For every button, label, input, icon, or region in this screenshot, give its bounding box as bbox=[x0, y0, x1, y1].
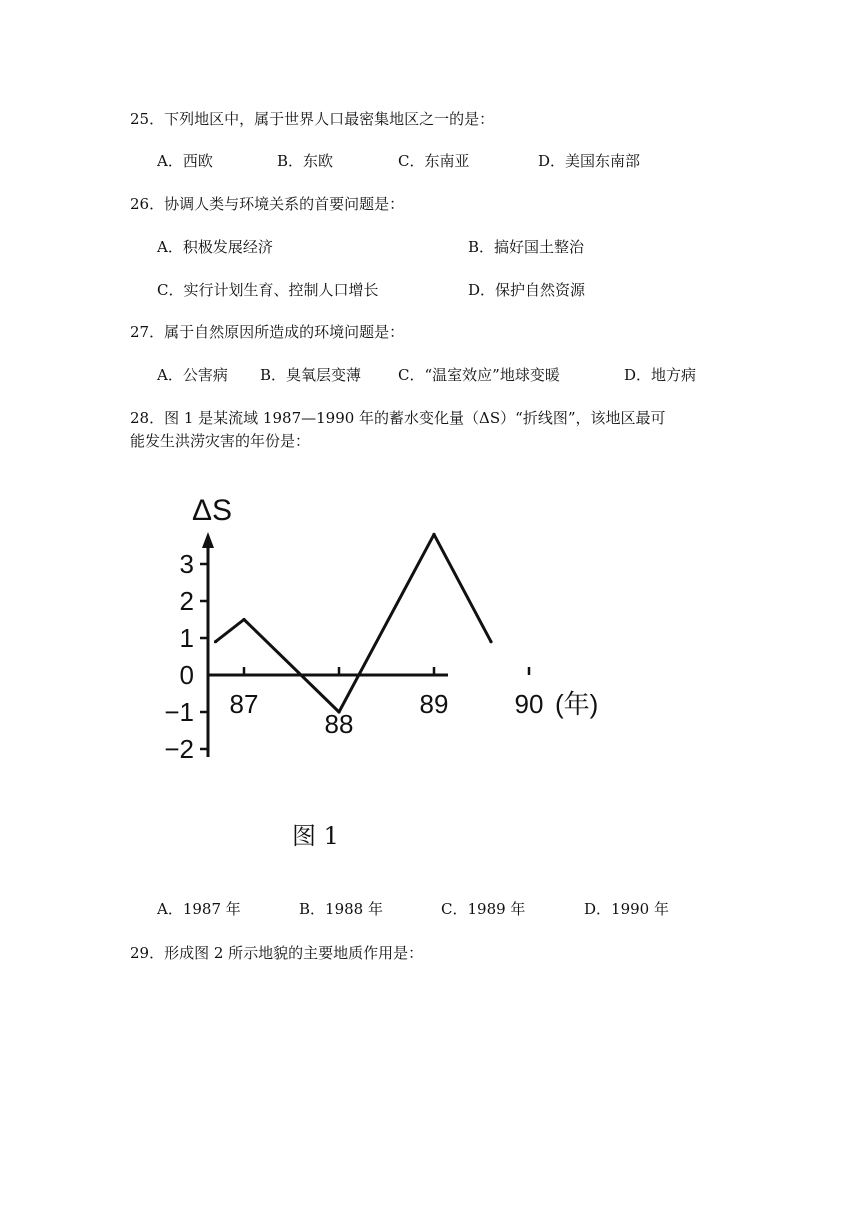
chart-marks bbox=[214, 533, 493, 714]
q25-option-d: D．美国东南部 bbox=[538, 152, 641, 170]
q27-option-b: B．臭氧层变薄 bbox=[260, 366, 362, 384]
q28-option-d: D．1990 年 bbox=[584, 900, 669, 918]
q25-option-b: B．东欧 bbox=[277, 152, 334, 170]
series-point bbox=[214, 640, 217, 643]
x-axis-label: (年) bbox=[555, 689, 599, 719]
q26-option-c: C．实行计划生育、控制人口增长 bbox=[157, 281, 379, 299]
q28-stem-line-2: 能发生洪涝灾害的年份是： bbox=[130, 432, 311, 450]
x-tick-label: 88 bbox=[324, 709, 354, 739]
figure1-line-chart bbox=[140, 490, 599, 790]
q25-stem: 25．下列地区中，属于世界人口最密集地区之一的是： bbox=[130, 110, 495, 128]
q28-option-c: C．1989 年 bbox=[441, 900, 526, 918]
series-point bbox=[489, 640, 492, 643]
y-tick-label: 1 bbox=[179, 623, 194, 653]
q28-option-b: B．1988 年 bbox=[299, 900, 383, 918]
q26-option-d: D．保护自然资源 bbox=[468, 281, 586, 299]
series-line bbox=[216, 534, 492, 712]
q28-stem-line-1: 28．图 1 是某流域 1987—1990 年的蓄水变化量（ΔS）“折线图”，该地区最可 bbox=[130, 409, 666, 427]
q27-option-d: D．地方病 bbox=[624, 366, 697, 384]
y-axis-label: ΔS bbox=[192, 494, 233, 527]
figure1-caption: 图 1 bbox=[292, 822, 339, 850]
y-tick-label: 3 bbox=[179, 549, 194, 579]
q29-stem: 29．形成图 2 所示地貌的主要地质作用是： bbox=[130, 944, 424, 962]
y-tick-label: 2 bbox=[179, 586, 194, 616]
q27-stem: 27．属于自然原因所造成的环境问题是： bbox=[130, 323, 405, 341]
q27-option-c: C．“温室效应”地球变暖 bbox=[398, 366, 560, 384]
y-tick-label: −2 bbox=[164, 734, 194, 764]
x-tick-label: 87 bbox=[229, 689, 259, 719]
q27-option-a: A．公害病 bbox=[157, 366, 228, 384]
chart-ticks bbox=[200, 564, 529, 749]
x-tick-label: 89 bbox=[419, 689, 449, 719]
q26-option-a: A．积极发展经济 bbox=[157, 238, 273, 256]
q25-option-a: A．西欧 bbox=[157, 152, 213, 170]
q26-stem: 26．协调人类与环境关系的首要问题是： bbox=[130, 195, 405, 213]
x-tick-label: 90 bbox=[514, 689, 544, 719]
series-point bbox=[432, 533, 435, 536]
q26-option-b: B．搞好国土整治 bbox=[468, 238, 585, 256]
q28-option-a: A．1987 年 bbox=[157, 900, 241, 918]
y-axis-arrow bbox=[202, 532, 214, 548]
q25-option-c: C．东南亚 bbox=[398, 152, 470, 170]
y-tick-label: −1 bbox=[164, 697, 194, 727]
series-point bbox=[242, 618, 245, 621]
y-tick-label: 0 bbox=[179, 660, 194, 690]
